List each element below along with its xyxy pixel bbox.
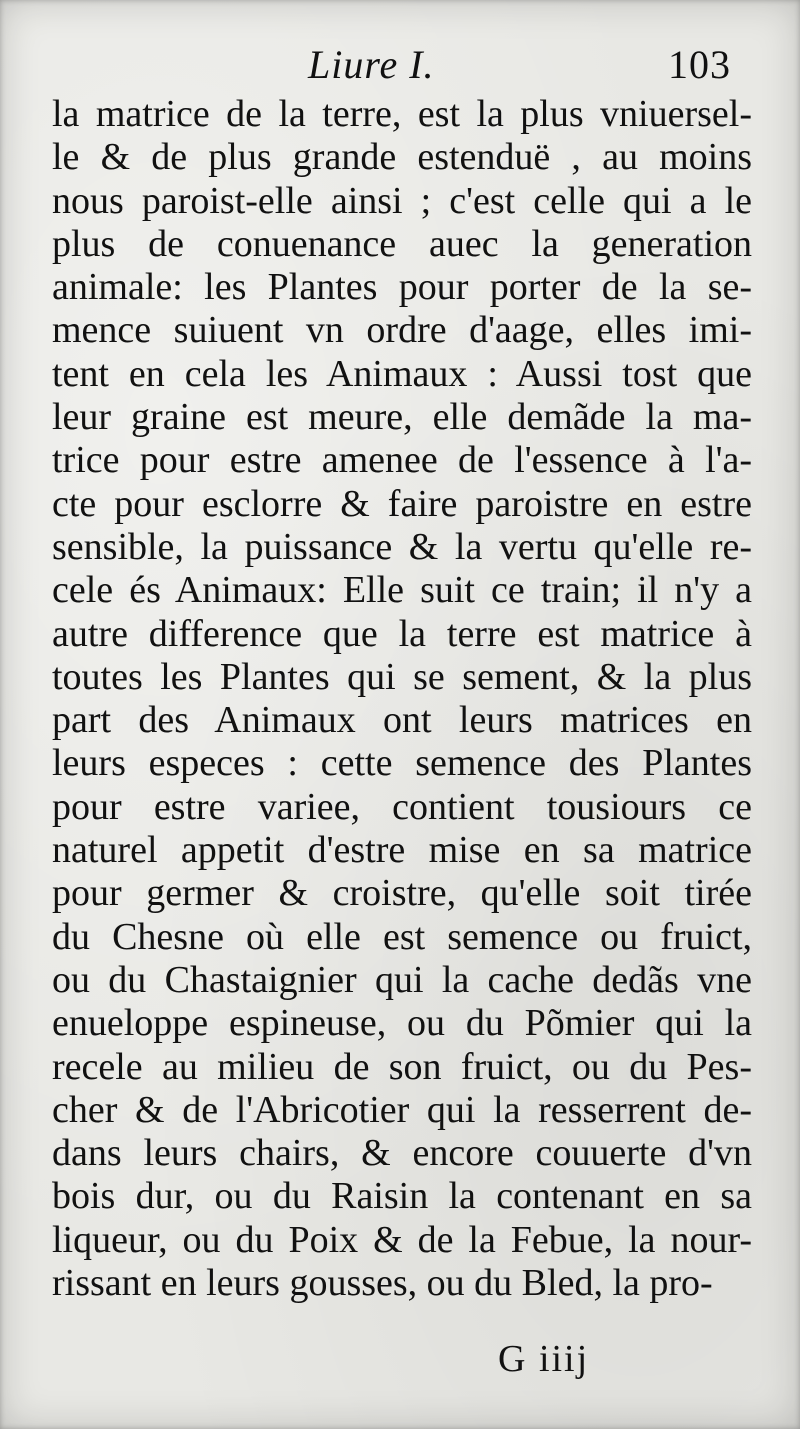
text-line: animale: les Plantes pour porter de la se- [52,266,752,309]
text-line: leurs especes : cette semence des Plantes [52,742,752,785]
running-head-title: Liure I. [308,42,435,87]
text-line: toutes les Plantes qui se sement, & la plus [52,655,752,698]
text-line: du Chesne où elle est semence ou fruict, [52,915,752,958]
text-line: mence suiuent vn ordre d'aage, elles imi- [52,309,752,352]
text-line: pour estre variee, contient tousiours ce [52,785,752,828]
text-line: part des Animaux ont leurs matrices en [52,699,752,742]
text-line: bois dur, ou du Raisin la contenant en sa [52,1175,752,1218]
signature-mark: G iiij [498,1338,590,1380]
text-line: cher & de l'Abricotier qui la resserrent de- [52,1088,752,1131]
running-head [0,40,800,90]
text-line: rissant en leurs gousses, ou du Bled, la pro- [52,1262,713,1305]
text-line: dans leurs chairs, & encore couuerte d'vn [52,1132,752,1175]
text-line: ou du Chastaignier qui la cache dedãs vne [52,958,752,1001]
text-line: trice pour estre amenee de l'essence à l'a- [52,439,752,482]
text-line: cele és Animaux: Elle suit ce train; il n'y a [52,569,752,612]
text-line: le & de plus grande estenduë , au moins [52,136,752,179]
page-number: 103 [668,42,731,87]
text-line: cte pour esclorre & faire paroistre en estre [52,482,752,525]
text-line: plus de conuenance auec la generation [52,222,752,265]
text-line: liqueur, ou du Poix & de la Febue, la nour- [52,1218,752,1261]
text-line: autre difference que la terre est matrice à [52,612,752,655]
text-line: tent en cela les Animaux : Aussi tost que [52,352,752,395]
body-text [52,93,752,1305]
text-line: leur graine est meure, elle demãde la ma- [52,396,752,439]
text-line: sensible, la puissance & la vertu qu'elle re- [52,525,752,568]
text-line: enueloppe espineuse, ou du Põmier qui la [52,1002,752,1045]
text-line: recele au milieu de son fruict, ou du Pes- [52,1045,752,1088]
text-line: la matrice de la terre, est la plus vniuersel- [52,93,752,135]
text-line: nous paroist-elle ainsi ; c'est celle qui a le [52,179,752,222]
text-line: naturel appetit d'estre mise en sa matrice [52,829,752,872]
text-line: pour germer & croistre, qu'elle soit tirée [52,872,752,915]
